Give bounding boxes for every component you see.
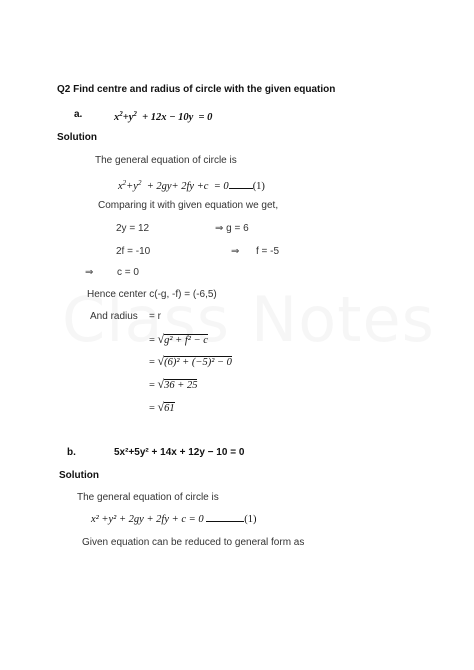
row2-arrow: ⇒	[231, 246, 240, 257]
general-eq-a: $x^2+y^2 + 2gy+ 2fy +c = 0$ (1)	[118, 179, 265, 192]
general-eq-b: x² +y² + 2gy + 2fy + c = 0 (1)	[91, 514, 257, 525]
radius-step-1: = √g² + f² − c	[149, 332, 208, 346]
solution-b-heading: Solution	[59, 470, 99, 481]
radius-step-4: = √61	[149, 400, 175, 414]
row3-arrow: ⇒	[85, 267, 94, 278]
radius-eq: = r	[149, 311, 161, 322]
part-b-label: b.	[67, 447, 76, 458]
center-text: Hence center c(-g, -f) = (-6,5)	[87, 289, 217, 300]
general-eq-text-b: The general equation of circle is	[77, 492, 219, 503]
radius-step-2: = √(6)² + (−5)² − 0	[149, 354, 232, 368]
question-heading: Q2 Find centre and radius of circle with the given equation	[57, 84, 336, 95]
row2-right: f = -5	[256, 246, 280, 257]
row3-text: c = 0	[117, 267, 139, 278]
row1-right: ⇒ g = 6	[215, 223, 249, 234]
comparing-text: Comparing it with given equation we get,	[98, 200, 279, 211]
solution-a-heading: Solution	[57, 132, 97, 143]
part-a-label: a.	[74, 109, 83, 120]
radius-step-3: = √36 + 25	[149, 377, 198, 391]
part-b-equation: 5x²+5y² + 14x + 12y − 10 = 0	[114, 447, 245, 458]
radius-label: And radius	[90, 311, 138, 322]
part-a-equation: $x^2+y^2 + 12x - 10y = 0$	[114, 110, 213, 123]
row2-left: 2f = -10	[116, 246, 151, 257]
general-eq-text-a: The general equation of circle is	[95, 155, 237, 166]
row1-left: 2y = 12	[116, 223, 150, 234]
reduce-text: Given equation can be reduced to general form as	[82, 537, 305, 548]
